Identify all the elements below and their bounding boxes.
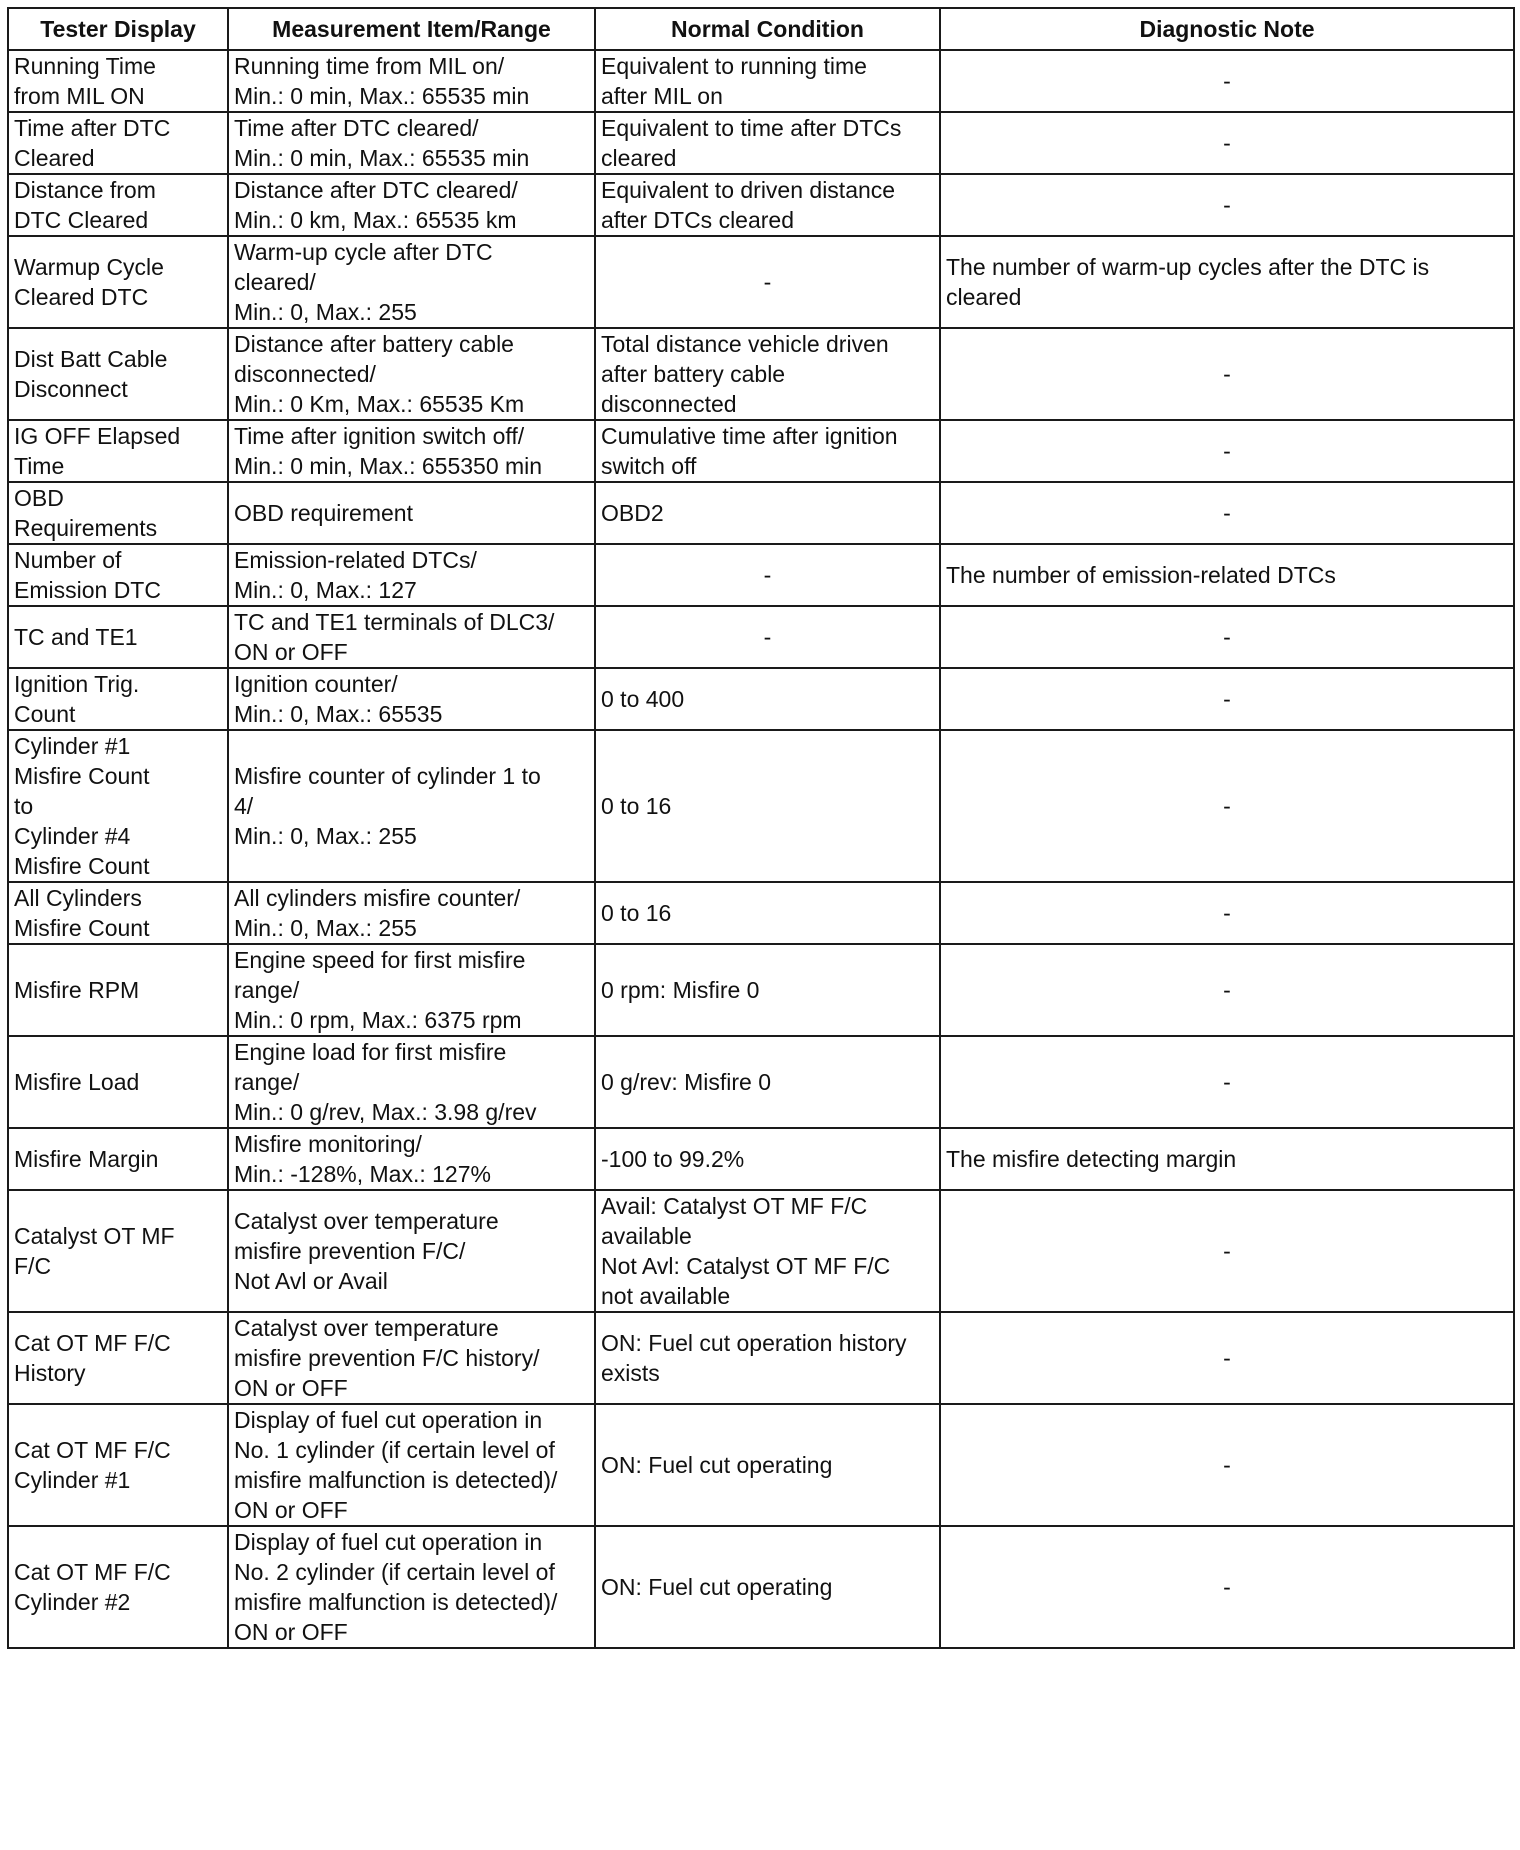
cell-text: Min.: 0 rpm, Max.: 6375 rpm: [234, 1007, 522, 1033]
measurement-cell: [228, 420, 595, 482]
table-row: [8, 1526, 1514, 1648]
cell-text: Min.: 0, Max.: 255: [234, 823, 417, 849]
cell-text: available: [601, 1223, 692, 1249]
cell-text: Ignition Trig.: [14, 671, 140, 697]
measurement-cell: [228, 482, 595, 544]
cell-text: Not Avl or Avail: [234, 1268, 388, 1294]
cell-text: Misfire monitoring/: [234, 1131, 422, 1157]
cell-text: IG OFF Elapsed: [14, 423, 181, 449]
cell-text: -: [1223, 361, 1231, 387]
cell-text: range/: [234, 1069, 300, 1095]
table-row: [8, 606, 1514, 668]
cell-text: misfire malfunction is detected)/: [234, 1467, 558, 1493]
measurement-cell: [228, 1312, 595, 1404]
cell-text: Min.: 0, Max.: 65535: [234, 701, 443, 727]
cell-text: Equivalent to running time: [601, 53, 867, 79]
cell-text: F/C: [14, 1253, 52, 1279]
cell-text: -: [1223, 1238, 1231, 1264]
tester-display-cell: [8, 174, 228, 236]
cell-text: -: [1223, 686, 1231, 712]
cell-text: not available: [601, 1283, 731, 1309]
cell-text: Cylinder #4: [14, 823, 131, 849]
normal-condition-cell: [595, 1036, 940, 1128]
measurement-cell: [228, 882, 595, 944]
diagnostic-note-cell: [940, 544, 1514, 606]
cell-text: misfire prevention F/C history/: [234, 1345, 540, 1371]
cell-text: Display of fuel cut operation in: [234, 1529, 543, 1555]
diagnostic-note-cell: [940, 668, 1514, 730]
cell-text: Misfire Count: [14, 915, 150, 941]
cell-text: Cat OT MF F/C: [14, 1437, 171, 1463]
cell-text: -: [1223, 1345, 1231, 1371]
measurement-cell: [228, 606, 595, 668]
cell-text: TC and TE1 terminals of DLC3/: [234, 609, 555, 635]
tester-display-cell: [8, 1526, 228, 1648]
cell-text: cleared/: [234, 269, 316, 295]
normal-condition-cell: [595, 1312, 940, 1404]
cell-text: 4/: [234, 793, 254, 819]
diagnostic-note-cell: [940, 420, 1514, 482]
normal-condition-cell: [595, 544, 940, 606]
cell-text: Min.: 0 g/rev, Max.: 3.98 g/rev: [234, 1099, 537, 1125]
table-row: [8, 482, 1514, 544]
cell-text: Dist Batt Cable: [14, 346, 168, 372]
cell-text: -: [1223, 793, 1231, 819]
cell-text: -: [763, 624, 772, 650]
tester-display-cell: [8, 50, 228, 112]
cell-text: Distance after battery cable: [234, 331, 514, 357]
header-tester-display: Tester Display: [8, 8, 228, 50]
diagnostic-note-cell: [940, 1526, 1514, 1648]
normal-condition-cell: [595, 944, 940, 1036]
cell-text: Engine speed for first misfire: [234, 947, 526, 973]
cell-text: Engine load for first misfire: [234, 1039, 507, 1065]
cell-text: Cumulative time after ignition: [601, 423, 898, 449]
cell-text: 0 to 400: [601, 686, 685, 712]
cell-text: OBD: [14, 485, 64, 511]
cell-text: from MIL ON: [14, 83, 145, 109]
cell-text: misfire malfunction is detected)/: [234, 1589, 558, 1615]
cell-text: Distance after DTC cleared/: [234, 177, 518, 203]
data-list-table: [7, 7, 1515, 1649]
tester-display-cell: [8, 882, 228, 944]
table-row: [8, 1190, 1514, 1312]
diagnostic-note-cell: [940, 730, 1514, 882]
diagnostic-note-cell: [940, 606, 1514, 668]
cell-text: Cylinder #1: [14, 1467, 131, 1493]
cell-text: Emission-related DTCs/: [234, 547, 477, 573]
cell-text: Catalyst OT MF: [14, 1223, 175, 1249]
cell-text: disconnected: [601, 391, 737, 417]
diagnostic-note-cell: [940, 112, 1514, 174]
tester-display-cell: [8, 944, 228, 1036]
cell-text: switch off: [601, 453, 697, 479]
normal-condition-cell: [595, 112, 940, 174]
tester-display-cell: [8, 730, 228, 882]
cell-text: -: [1223, 1069, 1231, 1095]
table-row: [8, 328, 1514, 420]
cell-text: -: [1223, 1574, 1231, 1600]
cell-text: -: [1223, 977, 1231, 1003]
table-row: [8, 112, 1514, 174]
cell-text: ON or OFF: [234, 1497, 348, 1523]
cell-text: Total distance vehicle driven: [601, 331, 889, 357]
cell-text: Display of fuel cut operation in: [234, 1407, 543, 1433]
cell-text: -100 to 99.2%: [601, 1146, 745, 1172]
cell-text: 0 to 16: [601, 793, 672, 819]
cell-text: Misfire counter of cylinder 1 to: [234, 763, 541, 789]
normal-condition-cell: [595, 1526, 940, 1648]
cell-text: No. 2 cylinder (if certain level of: [234, 1559, 555, 1585]
cell-text: Misfire Margin: [14, 1146, 159, 1172]
cell-text: Warm-up cycle after DTC: [234, 239, 493, 265]
cell-text: -: [1223, 1452, 1231, 1478]
cell-text: Not Avl: Catalyst OT MF F/C: [601, 1253, 891, 1279]
tester-display-cell: [8, 420, 228, 482]
cell-text: Misfire Count: [14, 853, 150, 879]
measurement-cell: [228, 944, 595, 1036]
cell-text: Emission DTC: [14, 577, 161, 603]
cell-text: ON or OFF: [234, 1619, 348, 1645]
cell-text: Misfire Count: [14, 763, 150, 789]
diagnostic-note-cell: [940, 1312, 1514, 1404]
cell-text: Number of: [14, 547, 122, 573]
cell-text: cleared: [601, 145, 677, 171]
cell-text: Min.: 0, Max.: 255: [234, 299, 417, 325]
cell-text: DTC Cleared: [14, 207, 149, 233]
cell-text: Equivalent to driven distance: [601, 177, 896, 203]
cell-text: -: [1223, 192, 1231, 218]
tester-display-cell: [8, 1190, 228, 1312]
cell-text: Time after DTC: [14, 115, 171, 141]
cell-text: Cat OT MF F/C: [14, 1330, 171, 1356]
cell-text: cleared: [946, 284, 1022, 310]
normal-condition-cell: [595, 730, 940, 882]
diagnostic-note-cell: [940, 944, 1514, 1036]
cell-text: ON or OFF: [234, 1375, 348, 1401]
cell-text: Time: [14, 453, 65, 479]
diagnostic-note-cell: [940, 174, 1514, 236]
cell-text: Min.: 0 km, Max.: 65535 km: [234, 207, 517, 233]
table-row: [8, 174, 1514, 236]
tester-display-cell: [8, 482, 228, 544]
table-header-row: [8, 8, 1514, 50]
cell-text: Catalyst over temperature: [234, 1315, 499, 1341]
diagnostic-note-cell: [940, 1190, 1514, 1312]
diagnostic-note-cell: [940, 1404, 1514, 1526]
normal-condition-cell: [595, 1404, 940, 1526]
cell-text: -: [763, 269, 772, 295]
header-normal-condition: Normal Condition: [595, 8, 940, 50]
cell-text: Min.: 0, Max.: 127: [234, 577, 417, 603]
cell-text: misfire prevention F/C/: [234, 1238, 466, 1264]
cell-text: All Cylinders: [14, 885, 142, 911]
measurement-cell: [228, 1128, 595, 1190]
cell-text: Min.: 0 min, Max.: 65535 min: [234, 145, 530, 171]
cell-text: Cylinder #1: [14, 733, 131, 759]
cell-text: No. 1 cylinder (if certain level of: [234, 1437, 555, 1463]
tester-display-cell: [8, 328, 228, 420]
cell-text: ON: Fuel cut operation history: [601, 1330, 907, 1356]
normal-condition-cell: [595, 328, 940, 420]
cell-text: Cleared DTC: [14, 284, 149, 310]
tester-display-cell: [8, 606, 228, 668]
cell-text: after MIL on: [601, 83, 723, 109]
cell-text: The misfire detecting margin: [946, 1146, 1237, 1172]
normal-condition-cell: [595, 882, 940, 944]
cell-text: The number of warm-up cycles after the DTC is: [946, 254, 1430, 280]
normal-condition-cell: [595, 1190, 940, 1312]
diagnostic-note-cell: [940, 882, 1514, 944]
cell-text: Cleared: [14, 145, 95, 171]
table-row: [8, 50, 1514, 112]
normal-condition-cell: [595, 420, 940, 482]
table-row: [8, 1404, 1514, 1526]
normal-condition-cell: [595, 1128, 940, 1190]
cell-text: -: [1223, 624, 1231, 650]
tester-display-cell: [8, 112, 228, 174]
cell-text: Catalyst over temperature: [234, 1208, 499, 1234]
cell-text: -: [1223, 68, 1231, 94]
measurement-cell: [228, 1036, 595, 1128]
cell-text: Min.: 0, Max.: 255: [234, 915, 417, 941]
cell-text: Misfire Load: [14, 1069, 140, 1095]
cell-text: ON: Fuel cut operating: [601, 1452, 833, 1478]
cell-text: Equivalent to time after DTCs: [601, 115, 902, 141]
cell-text: Running time from MIL on/: [234, 53, 505, 79]
cell-text: OBD requirement: [234, 500, 413, 526]
normal-condition-cell: [595, 174, 940, 236]
cell-text: 0 to 16: [601, 900, 672, 926]
normal-condition-cell: [595, 236, 940, 328]
cell-text: TC and TE1: [14, 624, 138, 650]
measurement-cell: [228, 668, 595, 730]
table-row: [8, 668, 1514, 730]
cell-text: Ignition counter/: [234, 671, 398, 697]
table-row: [8, 236, 1514, 328]
cell-text: 0 g/rev: Misfire 0: [601, 1069, 771, 1095]
cell-text: disconnected/: [234, 361, 376, 387]
tester-display-cell: [8, 668, 228, 730]
cell-text: The number of emission-related DTCs: [946, 562, 1336, 588]
cell-text: range/: [234, 977, 300, 1003]
tester-display-cell: [8, 1312, 228, 1404]
cell-text: Min.: -128%, Max.: 127%: [234, 1161, 491, 1187]
header-measurement-item: Measurement Item/Range: [228, 8, 595, 50]
cell-text: Count: [14, 701, 76, 727]
cell-text: Cylinder #2: [14, 1589, 131, 1615]
normal-condition-cell: [595, 668, 940, 730]
table-row: [8, 1036, 1514, 1128]
cell-text: to: [14, 793, 34, 819]
cell-text: Requirements: [14, 515, 158, 541]
measurement-cell: [228, 1404, 595, 1526]
diagnostic-note-cell: [940, 328, 1514, 420]
cell-text: Misfire RPM: [14, 977, 140, 1003]
tester-display-cell: [8, 236, 228, 328]
cell-text: 0 rpm: Misfire 0: [601, 977, 760, 1003]
cell-text: ON or OFF: [234, 639, 348, 665]
measurement-cell: [228, 544, 595, 606]
tester-display-cell: [8, 1036, 228, 1128]
normal-condition-cell: [595, 50, 940, 112]
table-body: [8, 50, 1514, 1648]
measurement-cell: [228, 730, 595, 882]
table-row: [8, 944, 1514, 1036]
tester-display-cell: [8, 1404, 228, 1526]
cell-text: Min.: 0 min, Max.: 65535 min: [234, 83, 530, 109]
cell-text: OBD2: [601, 500, 664, 526]
cell-text: Min.: 0 min, Max.: 655350 min: [234, 453, 543, 479]
cell-text: -: [1223, 438, 1231, 464]
measurement-cell: [228, 236, 595, 328]
diagnostic-note-cell: [940, 1036, 1514, 1128]
table-row: [8, 1128, 1514, 1190]
diagnostic-note-cell: [940, 236, 1514, 328]
cell-text: exists: [601, 1360, 660, 1386]
measurement-cell: [228, 50, 595, 112]
cell-text: Time after ignition switch off/: [234, 423, 525, 449]
normal-condition-cell: [595, 482, 940, 544]
cell-text: Warmup Cycle: [14, 254, 164, 280]
table-row: [8, 420, 1514, 482]
cell-text: Min.: 0 Km, Max.: 65535 Km: [234, 391, 525, 417]
table-row: [8, 882, 1514, 944]
cell-text: -: [1223, 500, 1231, 526]
cell-text: History: [14, 1360, 86, 1386]
table-row: [8, 730, 1514, 882]
table-row: [8, 1312, 1514, 1404]
measurement-cell: [228, 174, 595, 236]
cell-text: Running Time: [14, 53, 156, 79]
cell-text: after battery cable: [601, 361, 786, 387]
diagnostic-note-cell: [940, 50, 1514, 112]
cell-text: ON: Fuel cut operating: [601, 1574, 833, 1600]
cell-text: All cylinders misfire counter/: [234, 885, 521, 911]
tester-display-cell: [8, 544, 228, 606]
cell-text: -: [763, 562, 772, 588]
measurement-cell: [228, 1190, 595, 1312]
diagnostic-note-cell: [940, 482, 1514, 544]
cell-text: Cat OT MF F/C: [14, 1559, 171, 1585]
cell-text: Distance from: [14, 177, 156, 203]
diagnostic-note-cell: [940, 1128, 1514, 1190]
header-diagnostic-note: Diagnostic Note: [940, 8, 1514, 50]
measurement-cell: [228, 1526, 595, 1648]
cell-text: -: [1223, 130, 1231, 156]
measurement-cell: [228, 328, 595, 420]
cell-text: -: [1223, 900, 1231, 926]
normal-condition-cell: [595, 606, 940, 668]
cell-text: Time after DTC cleared/: [234, 115, 479, 141]
measurement-cell: [228, 112, 595, 174]
cell-text: Disconnect: [14, 376, 128, 402]
cell-text: Avail: Catalyst OT MF F/C: [601, 1193, 868, 1219]
cell-text: after DTCs cleared: [601, 207, 795, 233]
tester-display-cell: [8, 1128, 228, 1190]
table-row: [8, 544, 1514, 606]
